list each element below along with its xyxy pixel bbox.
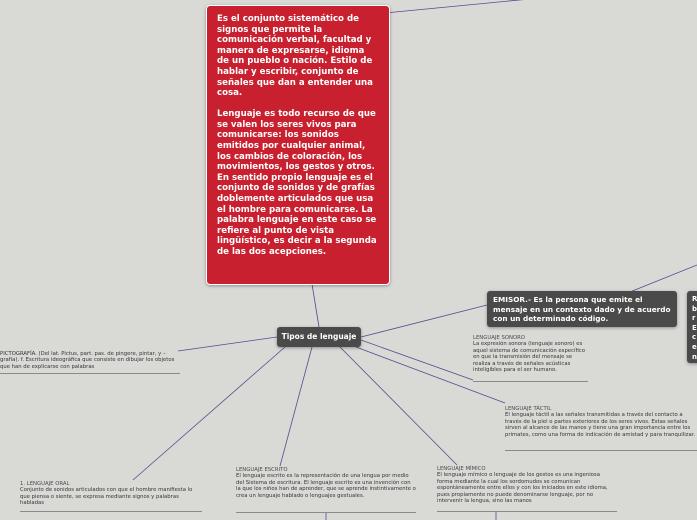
definition-paragraph-1: Es el conjunto sistemático de signos que permite la comunicación verbal, facultad y manera de expresarse, idioma de un pueblo o nación. Estilo de hablar y escribir, conjunto de señales que dan a entender una cosa. [217,14,373,99]
emisor-node[interactable]: EMISOR.- Es la persona que emite el mensaje en un contexto dado y de acuerdo con un determinado código. [487,291,677,327]
central-topic-node[interactable]: Tipos de lenguaje [277,327,361,347]
lenguaje-escrito-node[interactable] [236,467,416,513]
pictografia-node[interactable] [0,351,180,374]
oral-title: 1. LENGUAJE ORAL [20,481,70,487]
lenguaje-tactil-node[interactable] [505,406,697,451]
lenguaje-oral-node[interactable] [20,481,202,512]
definition-box[interactable] [206,5,390,285]
oral-body: Conjunto de sonidos articulados con que el hombre manifiesta lo que piensa o siente, se expresa mediante signos y palabras habladas [20,487,193,507]
lenguaje-sonoro-node[interactable] [473,335,588,382]
connector-sonoro [361,340,473,380]
connector-mimico [340,347,457,465]
definition-paragraph-2: Lenguaje es todo recurso de que se valen los seres vivos para comunicarse: los sonidos emitidos por cualquier animal, los cambios de coloración, los movimientos, los gestos y otros. En sentido propio lenguaje es el conjunto de sonidos y de grafías doblemente articulados que usa el hombre para comunicarse. La palabra lenguaje en este caso se refiere al punto de vista lingüístico, es decir a la segunda de las dos acepciones. [217,109,377,257]
mimico-body: El lenguaje mímico o lenguaje de los gestos es una ingeniosa forma mediante la cual los sordomudos se comunican espontáneamente entre ellos y con los iniciados en este idioma, pues propiamente no puede denominarse lenguaje, por no intervenir la lengua, sino las manos [437,472,608,505]
connector-definition [312,284,319,327]
mimico-title: LENGUAJE MÍMICO [437,466,486,472]
connector-pictografia [178,337,277,351]
lenguaje-mimico-node[interactable] [437,466,617,512]
tactil-body: El lenguaje táctil a las señales transmitidas a través del contacto a través de la piel o partes exteriores de los seres vivos. Estas señales sirven al alcance de las manos y tiene una gran importancia entre los primates, como una forma de indicación de amistad y para tranquilizar. [505,412,696,438]
sonoro-body: La expresión sonora (lenguaje sonoro) es aquel sistema de comunicación específico en que la transmisión del mensaje se realiza a través de señales acústicas inteligibles para el ser humano. [473,341,585,374]
sonoro-title: LENGUAJE SONORO [473,335,525,341]
pictografia-text: PICTOGRAFÍA. (Del lat. Pictus, part. pas. de pingere, pintar, y –grafía). f. Escritura ideográfica que consiste en dibujar los objetos que han de explicarse con palabras [0,351,175,370]
escrito-title: LENGUAJE ESCRITO [236,467,288,473]
right-edge-node[interactable]: R b r E c e n [687,291,697,363]
tactil-title: LENGUAJE TÁCTIL [505,406,552,412]
escrito-body: El lenguaje escrito es la representación de una lengua por medio del Sistema de escritura. El lenguaje escrito es una invención con la que los niños han de aprender, que se aprende instintivamente o crea un lenguaje hablado o lenguajes gestuales. [236,473,416,499]
connector-escrito [280,347,312,466]
connector-emisor [361,305,487,337]
